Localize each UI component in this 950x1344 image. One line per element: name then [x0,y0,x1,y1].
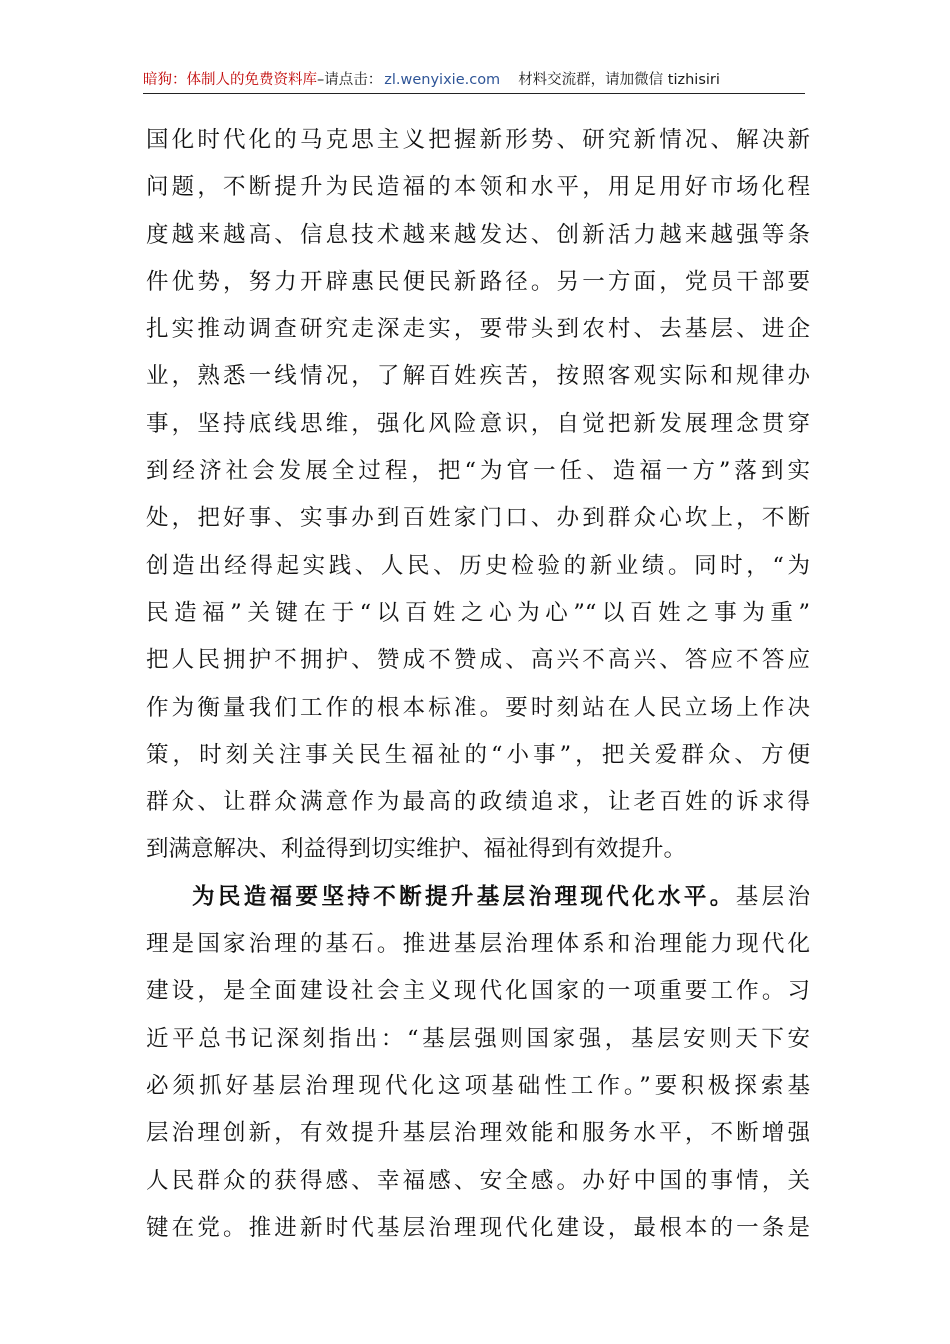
text-line: 键在党。推进新时代基层治理现代化建设，最根本的一条是 [146,1214,810,1241]
text-line: 群众、让群众满意作为最高的政绩追求，让老百姓的诉求得 [146,789,810,816]
header-divider [143,93,805,94]
text-line: 事，坚持底线思维，强化风险意识，自觉把新发展理念贯穿 [146,410,810,437]
header-brand: 暗狗：体制人的免费资料库 [143,72,317,88]
text-line: 策，时刻关注事关民生福祉的“小事”，把关爱群众、方便 [146,741,810,768]
paragraph-heading: 为民造福要坚持不断提升基层治理现代化水平。 [192,883,736,910]
text-line: 理是国家治理的基石。推进基层治理体系和治理能力现代化 [146,931,810,958]
text-line: 国化时代化的马克思主义把握新形势、研究新情况、解决新 [146,127,810,153]
text-line: 业，熟悉一线情况，了解百姓疾苦，按照客观实际和规律办 [146,363,810,390]
text-line: 民造福”关键在于“以百姓之心为心”“以百姓之事为重” [146,599,810,626]
text-line: 到满意解决、利益得到切实维护、福祉得到有效提升。 [146,836,687,863]
text-line: 处，把好事、实事办到百姓家门口、办到群众心坎上，不断 [146,505,810,532]
page-header [143,68,805,92]
header-lead-text: –请点击： [317,72,383,88]
paragraph-heading-line [146,874,810,921]
text-line: 度越来越高、信息技术越来越发达、创新活力越来越强等条 [146,221,810,248]
text-line: 创造出经得起实践、人民、历史检验的新业绩。同时，“为 [146,552,810,579]
text-fragment: 基层治 [735,883,810,910]
text-line: 建设，是全面建设社会主义现代化国家的一项重要工作。习 [146,978,810,1005]
text-line: 到经济社会发展全过程，把“为官一任、造福一方”落到实 [146,458,810,485]
document-body [146,117,810,1252]
header-wechat-note: 材料交流群，请加微信 tizhisiri [518,72,720,88]
header-website-link[interactable]: zl.wenyixie.com [384,72,501,88]
text-line: 作为衡量我们工作的根本标准。要时刻站在人民立场上作决 [146,694,810,721]
paragraph-1 [146,117,810,874]
paragraph-2 [146,874,810,1252]
text-line: 层治理创新，有效提升基层治理效能和服务水平，不断增强 [146,1120,810,1147]
text-line: 把人民拥护不拥护、赞成不赞成、高兴不高兴、答应不答应 [146,647,810,674]
text-line: 人民群众的获得感、幸福感、安全感。办好中国的事情，关 [146,1167,810,1194]
text-line: 件优势，努力开辟惠民便民新路径。另一方面，党员干部要 [146,268,810,295]
text-line: 扎实推动调查研究走深走实，要带头到农村、去基层、进企 [146,316,810,343]
text-line: 必须抓好基层治理现代化这项基础性工作。”要积极探索基 [146,1072,810,1099]
text-line: 问题，不断提升为民造福的本领和水平，用足用好市场化程 [146,174,810,201]
text-line: 近平总书记深刻指出：“基层强则国家强，基层安则天下安 [146,1025,810,1052]
